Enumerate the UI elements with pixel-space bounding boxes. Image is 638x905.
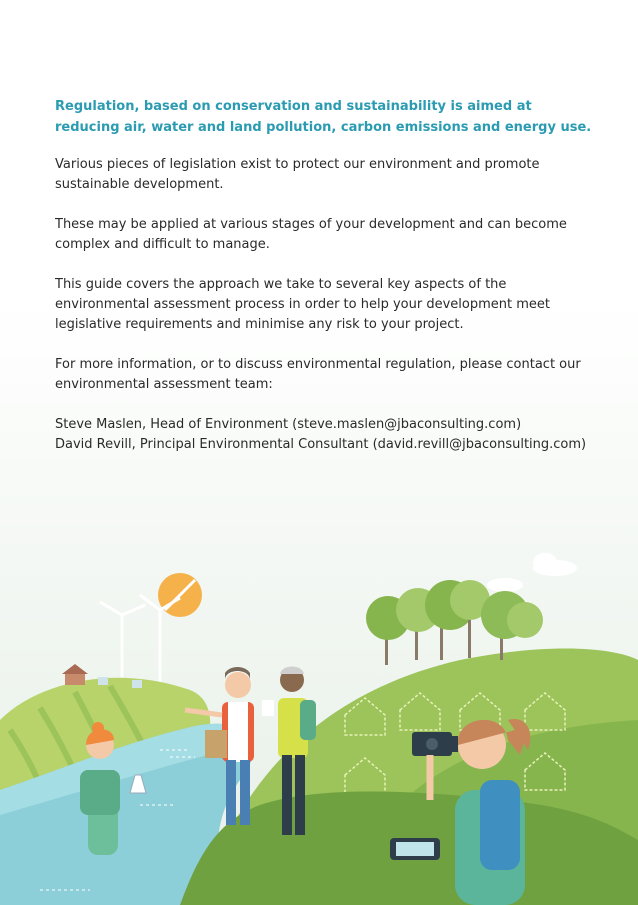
paragraph-stages: These may be applied at various stages of your development and can become complex and difficult to manage. bbox=[55, 217, 567, 252]
smartphone-icon bbox=[390, 838, 440, 860]
intro-text-block bbox=[55, 96, 600, 455]
contact-steve-maslen: Steve Maslen, Head of Environment (steve.maslen@jbaconsulting.com) bbox=[55, 417, 522, 432]
sun-icon bbox=[158, 573, 202, 617]
contact-list bbox=[55, 415, 600, 455]
contact-david-revill: David Revill, Principal Environmental Consultant (david.revill@jbaconsulting.com) bbox=[55, 437, 587, 452]
camera-icon bbox=[412, 732, 458, 756]
lead-statement: Regulation, based on conservation and sustainability is aimed at reducing air, water and land pollution, carbon emissions and energy use. bbox=[55, 99, 592, 135]
paragraph-guide: This guide covers the approach we take to several key aspects of the environmental assessment process in order to help your development meet legislative requirements and minimise any risk to your project. bbox=[55, 277, 550, 332]
cloud-icon bbox=[487, 553, 577, 592]
paragraph-contact: For more information, or to discuss environmental regulation, please contact our environmental assessment team: bbox=[55, 357, 581, 392]
environment-illustration bbox=[0, 540, 638, 905]
paragraph-legislation: Various pieces of legislation exist to protect our environment and promote sustainable development. bbox=[55, 157, 540, 192]
